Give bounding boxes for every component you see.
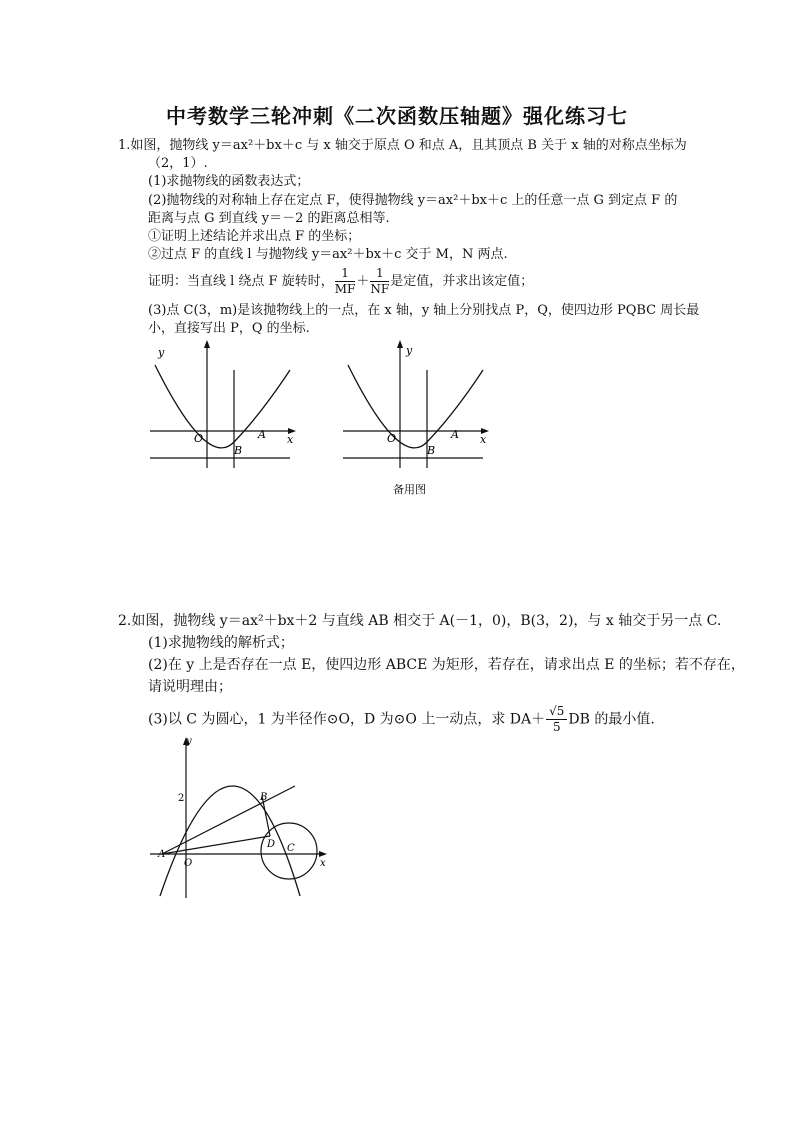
page-title: 中考数学三轮冲刺《二次函数压轴题》强化练习七 <box>166 104 628 128</box>
q1-line-4: (2)抛物线的对称轴上存在定点 F，使得抛物线 y＝ax²＋bx＋c 上的任意一点 G 到定点 F 的 <box>148 193 678 208</box>
origin-label: O <box>194 432 204 445</box>
y-tick-2: 2 <box>178 793 185 804</box>
x-axis-label: x <box>320 858 326 869</box>
q2-line-3: (2)在 y 上是否存在一点 E，使四边形 ABCE 为矩形，若存在，请求出点 E 的坐标；若不存在， <box>148 657 745 673</box>
q1-line-8 <box>148 266 533 297</box>
plus-sign: ＋ <box>356 274 370 289</box>
fraction-1-over-mf <box>335 266 356 297</box>
x-axis-label: x <box>480 433 487 446</box>
q1-parabola-figure <box>150 340 300 470</box>
fraction-denominator: NF <box>370 282 390 296</box>
q1-line-5: 距离与点 G 到直线 y＝－2 的距离总相等. <box>148 211 390 226</box>
q2-line-5-prefix: (3)以 C 为圆心，1 为半径作⊙O，D 为⊙O 上一动点，求 DA＋ <box>148 711 546 728</box>
y-axis-label: y <box>158 346 165 359</box>
q2-line-4: 请说明理由； <box>148 679 232 695</box>
q2-line-1: 2.如图，抛物线 y＝ax²＋bx＋2 与直线 AB 相交于 A(－1，0)，B(3，2)，与 x 轴交于另一点 C. <box>118 613 722 629</box>
point-c-label: C <box>287 843 295 854</box>
q1-line-8-prefix: 证明：当直线 l 绕点 F 旋转时， <box>148 274 334 289</box>
origin-label: O <box>387 432 397 445</box>
fraction-1-over-nf <box>370 266 389 297</box>
point-b-label: B <box>260 792 268 803</box>
point-b-label: B <box>234 444 243 457</box>
point-a-label: A <box>258 428 266 441</box>
fraction-sqrt5-over-5 <box>546 704 567 735</box>
point-b-label: B <box>427 444 436 457</box>
point-a-label: A <box>158 849 166 860</box>
q1-line-1: 1.如图，抛物线 y＝ax²＋bx＋c 与 x 轴交于原点 O 和点 A，且其顶点 B 关于 x 轴的对称点坐标为 <box>118 138 687 153</box>
backup-figure-caption: 备用图 <box>393 483 426 496</box>
y-axis-label: y <box>186 736 192 747</box>
q1-line-6: ①证明上述结论并求出点 F 的坐标； <box>148 229 361 244</box>
q1-line-10: 小，直接写出 P，Q 的坐标. <box>148 321 310 336</box>
q1-backup-figure <box>343 340 493 500</box>
fraction-numerator: 1 <box>370 266 389 282</box>
x-axis-label: x <box>287 433 294 446</box>
fraction-numerator: 1 <box>335 266 356 282</box>
point-d-label: D <box>267 839 276 850</box>
origin-label: O <box>184 858 193 869</box>
q2-line-5-suffix: DB 的最小值. <box>568 711 655 728</box>
q1-line-9: (3)点 C(3，m)是该抛物线上的一点，在 x 轴，y 轴上分别找点 P，Q，使四边形 PQBC 周长最 <box>148 303 700 318</box>
fraction-denominator: MF <box>334 282 356 296</box>
q2-parabola-figure <box>150 736 335 901</box>
fraction-numerator: √5 <box>546 704 567 720</box>
q1-line-2: （2，1）. <box>148 156 208 171</box>
q1-line-8-suffix: 是定值，并求出该定值； <box>390 274 534 289</box>
q2-line-5 <box>148 704 655 735</box>
y-axis-label: y <box>406 344 413 357</box>
point-a-label: A <box>451 428 459 441</box>
q1-line-7: ②过点 F 的直线 l 与抛物线 y＝ax²＋bx＋c 交于 M，N 两点. <box>148 247 508 262</box>
fraction-denominator: 5 <box>552 720 561 734</box>
q2-line-2: (1)求抛物线的解析式； <box>148 635 294 651</box>
q1-line-3: (1)求抛物线的函数表达式； <box>148 174 310 189</box>
